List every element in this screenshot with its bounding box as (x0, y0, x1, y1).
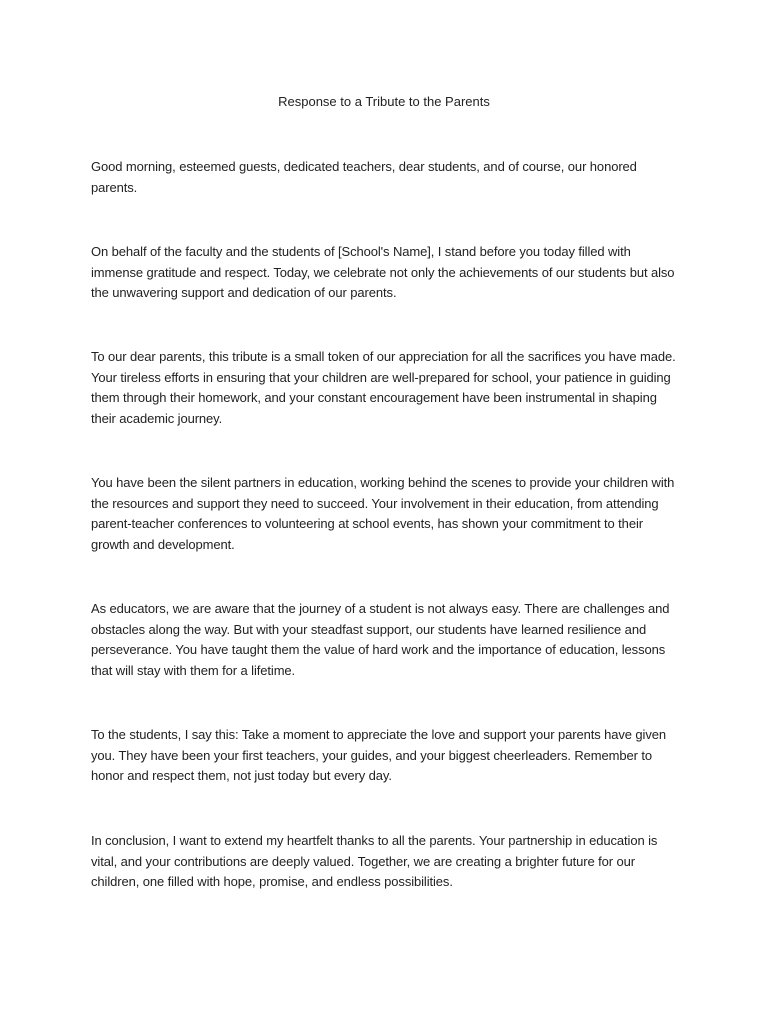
paragraph-educators: As educators, we are aware that the journey of a student is not always easy. There are challenges and obstacles along the way. But with your steadfast support, our students have learned resilience and perseverance. You have taught them the value of hard work and the importance of education, lessons that will stay with them for a lifetime. (91, 601, 670, 678)
document-title: Response to a Tribute to the Parents (278, 94, 490, 109)
paragraph-greeting: Good morning, esteemed guests, dedicated teachers, dear students, and of course, our honored parents. (91, 159, 637, 195)
paragraph-introduction: On behalf of the faculty and the students of [School's Name], I stand before you today filled with immense gratitude and respect. Today, we celebrate not only the achievements of our students but also the unwavering support and dedication of our parents. (91, 244, 675, 300)
paragraph-students: To the students, I say this: Take a moment to appreciate the love and support your parents have given you. They have been your first teachers, your guides, and your biggest cheerleaders. Remember to honor and respect them, not just today but every day. (91, 727, 667, 783)
paragraph-appreciation: To our dear parents, this tribute is a small token of our appreciation for all the sacrifices you have made. Your tireless efforts in ensuring that your children are well-prepared for school, your patience in guiding them through their homework, and your constant encouragement have been instrumental in shaping their academic journey. (91, 349, 676, 426)
paragraph-conclusion: In conclusion, I want to extend my heartfelt thanks to all the parents. Your partnership in education is vital, and your contributions are deeply valued. Together, we are creating a brighter future for our children, one filled with hope, promise, and endless possibilities. (91, 833, 658, 889)
paragraph-partners: You have been the silent partners in education, working behind the scenes to provide your children with the resources and support they need to succeed. Your involvement in their education, from attending parent-teacher conferences to volunteering at school events, has shown your commitment to their growth and development. (91, 475, 675, 552)
